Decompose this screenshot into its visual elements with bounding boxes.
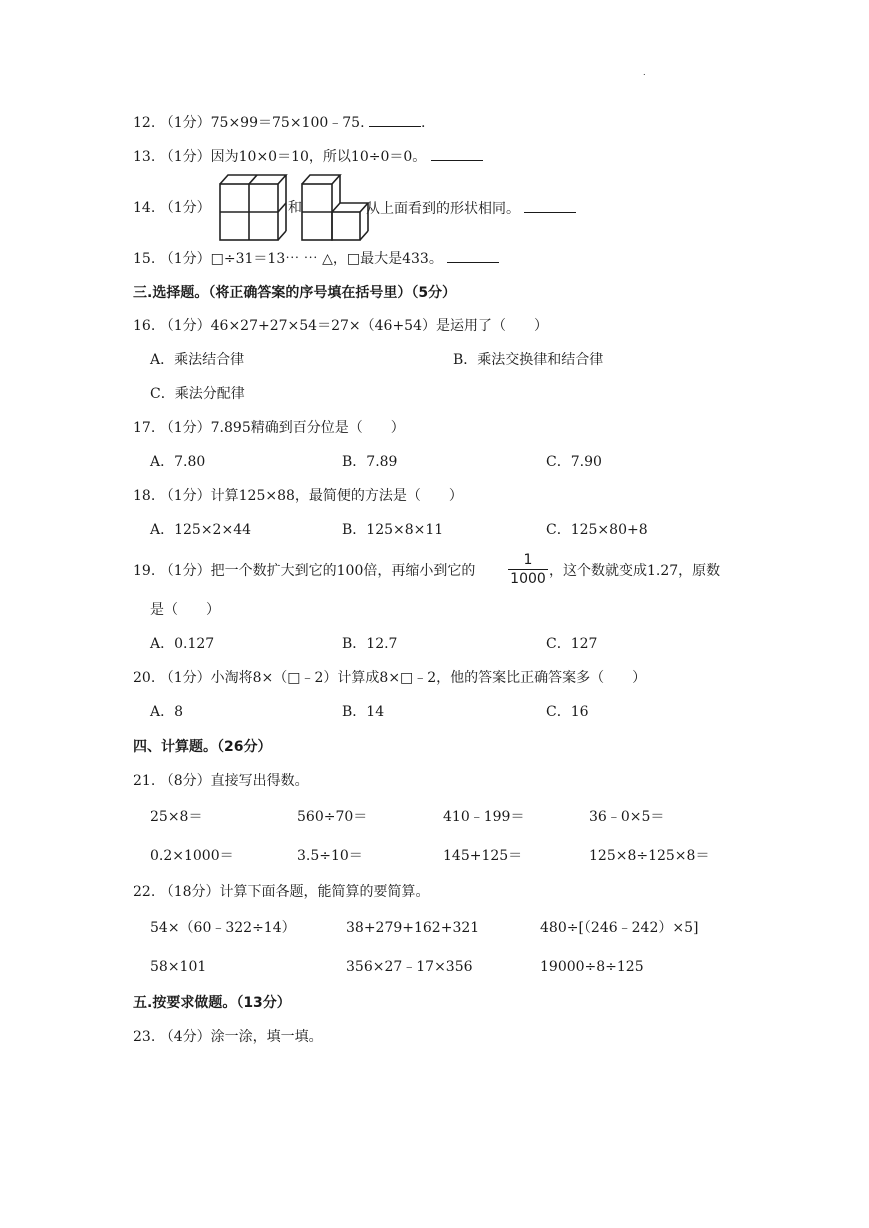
question-text: □÷31＝13⋯ ⋯ △，□最大是433。 (210, 251, 443, 267)
question-21 (133, 771, 309, 791)
fraction-denominator: 1000 (510, 571, 546, 587)
question-score: （1分） (159, 251, 211, 267)
option-b[interactable]: B．乘法交换律和结合律 (453, 352, 604, 368)
question-score: （1分） (159, 149, 211, 165)
question-14 (133, 198, 211, 218)
question-number: 19. (133, 563, 156, 579)
question-score: （1分） (159, 670, 211, 686)
fraction-one-thousandth (508, 552, 548, 587)
section-3-heading: 三.选择题。（将正确答案的序号填在括号里）（5分） (133, 285, 457, 301)
section-5-heading: 五.按要求做题。（13分） (133, 995, 291, 1011)
question-text: 7.895精确到百分位是（ ） (210, 420, 405, 436)
option-b[interactable]: B．7.89 (342, 454, 398, 470)
answer-blank[interactable] (369, 112, 421, 127)
question-number: 18. (133, 488, 156, 504)
question-text: 从上面看到的形状相同。 (366, 201, 520, 217)
option-a[interactable]: A．0.127 (150, 636, 215, 652)
option-c[interactable]: C．乘法分配律 (150, 386, 245, 402)
option-c[interactable]: C．7.90 (546, 454, 602, 470)
option-c[interactable]: C．125×80+8 (546, 522, 648, 538)
question-score: （1分） (159, 420, 211, 436)
option-c[interactable]: C．16 (546, 704, 589, 720)
question-18 (133, 486, 463, 506)
question-text: 计算125×88，最简便的方法是（ ） (210, 488, 463, 504)
question-text-continued: ，这个数就变成1.27，原数 (549, 563, 721, 579)
question-15 (133, 248, 499, 269)
question-12 (133, 112, 425, 133)
expression-item: 0.2×1000＝ (150, 848, 234, 864)
expression-item: 125×8÷125×8＝ (589, 848, 710, 864)
question-score: （1分） (159, 318, 211, 334)
question-score: （4分） (159, 1029, 211, 1045)
question-23 (133, 1027, 323, 1047)
expression-item: 54×（60﹣322÷14） (150, 920, 296, 936)
question-text: 小淘将8×（□﹣2）计算成8×□﹣2，他的答案比正确答案多（ ） (210, 670, 647, 686)
question-14-tail (366, 198, 576, 219)
question-13 (133, 146, 483, 167)
expression-item: 25×8＝ (150, 809, 203, 825)
expression-item: 410﹣199＝ (443, 809, 525, 825)
question-number: 23. (133, 1029, 156, 1045)
question-text: 直接写出得数。 (210, 773, 309, 789)
question-score: （1分） (159, 200, 211, 216)
question-score: （8分） (159, 773, 211, 789)
option-b[interactable]: B．14 (342, 704, 385, 720)
option-c[interactable]: C．127 (546, 636, 598, 652)
question-text: 计算下面各题，能简算的要简算。 (219, 884, 430, 900)
option-a[interactable]: A．7.80 (150, 454, 206, 470)
question-20 (133, 668, 646, 688)
answer-blank[interactable] (431, 146, 483, 161)
option-a[interactable]: A．乘法结合律 (150, 352, 245, 368)
question-number: 16. (133, 318, 156, 334)
question-text: 75×99＝75×100﹣75. (210, 115, 365, 131)
question-16 (133, 316, 548, 336)
question-text: 因为10×0＝10，所以10÷0＝0。 (210, 149, 427, 165)
question-number: 13. (133, 149, 156, 165)
expression-item: 19000÷8÷125 (540, 959, 644, 975)
question-19 (133, 561, 475, 581)
question-score: （18分） (159, 884, 220, 900)
question-number: 21. (133, 773, 156, 789)
expression-item: 38+279+162+321 (346, 920, 480, 936)
cube-stack-figure-b (300, 172, 370, 242)
option-a[interactable]: A．125×2×44 (150, 522, 252, 538)
question-score: （1分） (159, 488, 211, 504)
option-b[interactable]: B．12.7 (342, 636, 398, 652)
question-text: 把一个数扩大到它的100倍，再缩小到它的 (210, 563, 476, 579)
question-score: （1分） (159, 115, 211, 131)
fraction-bar (508, 569, 548, 570)
question-number: 22. (133, 884, 156, 900)
question-score: （1分） (159, 563, 211, 579)
expression-item: 3.5÷10＝ (297, 848, 363, 864)
expression-item: 145+125＝ (443, 848, 523, 864)
option-a[interactable]: A．8 (150, 704, 184, 720)
corner-dot: . (643, 68, 646, 77)
answer-blank[interactable] (447, 248, 499, 263)
cube-stack-figure-a (218, 172, 288, 242)
question-text: 46×27+27×54＝27×（46+54）是运用了（ ） (210, 318, 548, 334)
question-number: 17. (133, 420, 156, 436)
section-4-heading: 四、计算题。（26分） (133, 739, 272, 755)
question-number: 14. (133, 200, 156, 216)
expression-item: 480÷[（246﹣242）×5] (540, 920, 699, 936)
question-text: 涂一涂，填一填。 (210, 1029, 323, 1045)
end-mark: . (420, 115, 426, 131)
expression-item: 36﹣0×5＝ (589, 809, 665, 825)
question-number: 20. (133, 670, 156, 686)
fraction-numerator: 1 (523, 552, 533, 568)
expression-item: 356×27﹣17×356 (346, 959, 473, 975)
question-22 (133, 882, 430, 902)
question-number: 12. (133, 115, 156, 131)
expression-item: 560÷70＝ (297, 809, 368, 825)
option-b[interactable]: B．125×8×11 (342, 522, 444, 538)
conjunction-text: 和 (288, 200, 302, 216)
answer-blank[interactable] (524, 198, 576, 213)
question-text-wrap: 是（ ） (150, 602, 220, 618)
question-17 (133, 418, 405, 438)
expression-item: 58×101 (150, 959, 207, 975)
question-number: 15. (133, 251, 156, 267)
